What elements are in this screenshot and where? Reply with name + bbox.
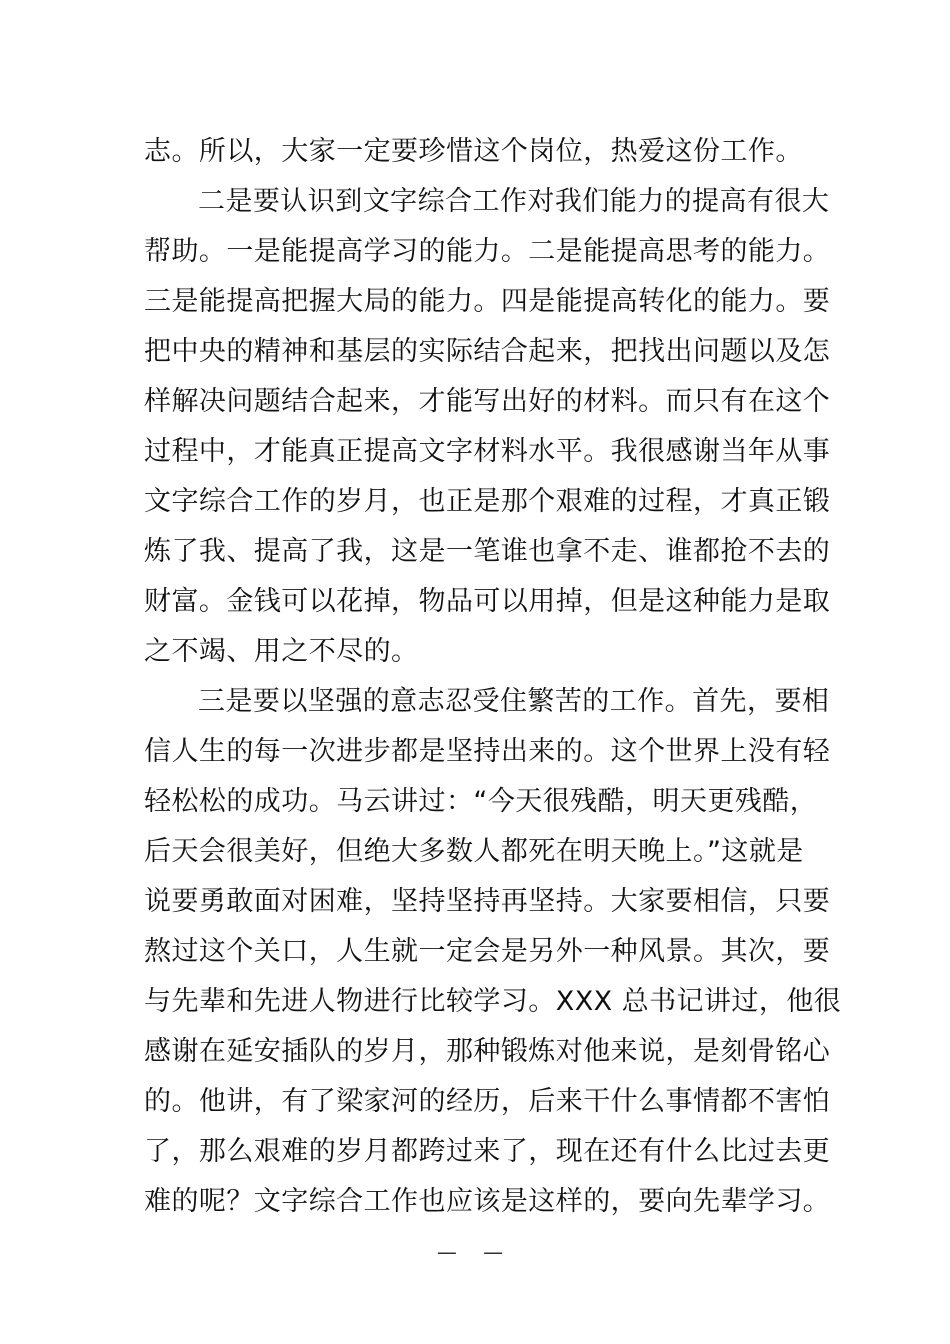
text-line: 把中央的精神和基层的实际结合起来，把找出问题以及怎	[144, 336, 831, 367]
text-line: 信人生的每一次进步都是坚持出来的。这个世界上没有轻	[144, 736, 831, 767]
text-line: 样解决问题结合起来，才能写出好的材料。而只有在这个	[144, 386, 831, 417]
text-line: 炼了我、提高了我，这是一笔谁也拿不走、谁都抢不去的	[144, 536, 831, 567]
text-line: 过程中，才能真正提高文字材料水平。我很感谢当年从事	[144, 436, 831, 467]
text-line: 的。他讲，有了梁家河的经历，后来干什么事情都不害怕	[144, 1086, 831, 1117]
text-line: 志。所以，大家一定要珍惜这个岗位，热爱这份工作。	[144, 136, 803, 167]
page-footer-mark: — —	[436, 1240, 514, 1264]
paragraph-start-line: 二是要认识到文字综合工作对我们能力的提高有很大	[198, 186, 830, 217]
paragraph-start-line: 三是要以坚强的意志忍受住繁苦的工作。首先，要相	[198, 686, 830, 717]
text-line: 感谢在延安插队的岁月，那种锻炼对他来说，是刻骨铭心	[144, 1036, 831, 1067]
text-line: 难的呢？文字综合工作也应该是这样的，要向先辈学习。	[144, 1186, 831, 1217]
text-line: 说要勇敢面对困难，坚持坚持再坚持。大家要相信，只要	[144, 886, 831, 917]
text-line: 后天会很美好，但绝大多数人都死在明天晚上。”这就是	[144, 836, 804, 867]
text-line: 与先辈和先进人物进行比较学习。XXX 总书记讲过，他很	[144, 986, 842, 1017]
document-body	[144, 127, 842, 1227]
text-line: 了，那么艰难的岁月都跨过来了，现在还有什么比过去更	[144, 1136, 831, 1167]
text-line: 文字综合工作的岁月，也正是那个艰难的过程，才真正锻	[144, 486, 831, 517]
text-line: 轻松松的成功。马云讲过：“今天很残酷，明天更残酷，	[144, 786, 818, 817]
text-line: 三是能提高把握大局的能力。四是能提高转化的能力。要	[144, 286, 831, 317]
text-line: 帮助。一是能提高学习的能力。二是能提高思考的能力。	[144, 236, 831, 267]
text-line: 财富。金钱可以花掉，物品可以用掉，但是这种能力是取	[144, 586, 831, 617]
text-line: 熬过这个关口，人生就一定会是另外一种风景。其次，要	[144, 936, 831, 967]
text-line: 之不竭、用之不尽的。	[144, 636, 419, 667]
